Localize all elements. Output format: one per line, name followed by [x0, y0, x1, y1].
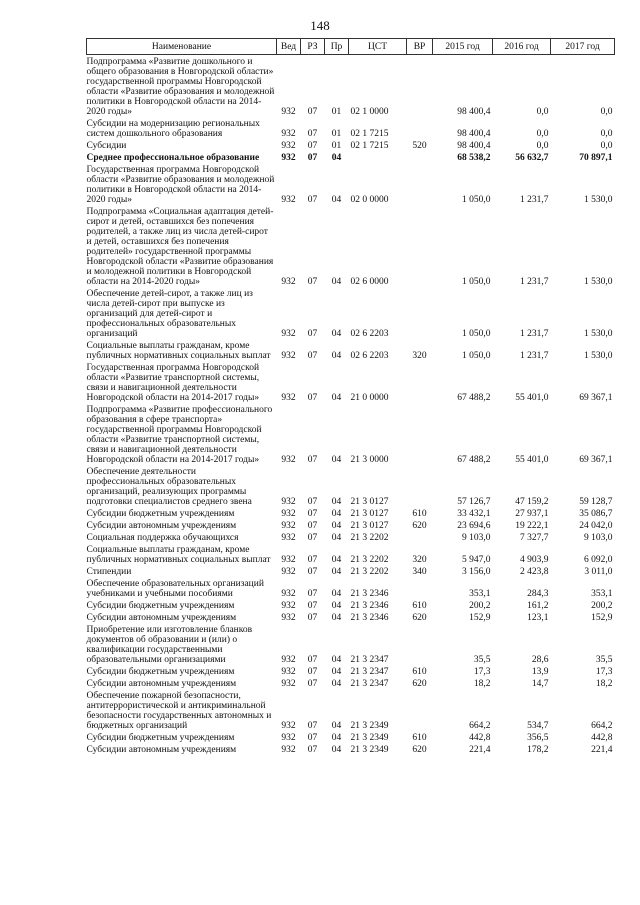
cell-rz: 07	[307, 497, 318, 507]
cell-vr	[407, 689, 433, 731]
cell-2016: 1 231,7	[520, 329, 549, 339]
table-row	[87, 339, 615, 361]
cell-2015: 152,9	[469, 613, 491, 623]
cell-rz: 07	[307, 509, 318, 519]
cell-cst: 21 0 0000	[350, 393, 389, 403]
cell-pr: 01	[331, 107, 342, 117]
cell-rz: 07	[307, 521, 318, 531]
cell-name: Субсидии автономным учреждениям	[86, 679, 237, 689]
cell-rz: 07	[307, 721, 318, 731]
cell-vr: 610	[412, 667, 427, 677]
cell-ved: 932	[281, 277, 296, 287]
cell-2016: 19 222,1	[515, 521, 549, 531]
cell-ved: 932	[281, 195, 296, 205]
cell-ved: 932	[281, 613, 296, 623]
cell-2016: 0,0	[536, 141, 549, 151]
cell-ved: 932	[281, 107, 296, 117]
cell-2016: 13,9	[531, 667, 549, 677]
cell-2017: 0,0	[600, 107, 613, 117]
cell-name: Субсидии бюджетным учреждениям	[86, 733, 235, 743]
cell-cst: 02 6 2203	[350, 351, 389, 361]
cell-pr: 04	[331, 533, 342, 543]
cell-2015: 442,8	[469, 733, 491, 743]
table-header-row	[87, 39, 615, 55]
table-row	[87, 577, 615, 599]
cell-2015: 98 400,4	[457, 141, 491, 151]
cell-vr	[407, 55, 433, 118]
cell-2015: 18,2	[473, 679, 491, 689]
cell-name: Социальные выплаты гражданам, кроме публичных нормативных социальных выплат	[86, 341, 271, 361]
cell-cst: 21 3 2202	[350, 567, 389, 577]
cell-vr	[407, 577, 433, 599]
table-row	[87, 611, 615, 623]
cell-pr: 04	[331, 655, 342, 665]
cell-pr: 04	[331, 393, 342, 403]
cell-name: Среднее профессиональное образование	[86, 153, 260, 163]
cell-2015: 353,1	[469, 589, 491, 599]
table-row	[87, 665, 615, 677]
cell-pr: 04	[331, 497, 342, 507]
cell-2016: 1 231,7	[520, 277, 549, 287]
cell-2017: 221,4	[591, 745, 613, 755]
cell-2015: 33 432,1	[457, 509, 491, 519]
table-row	[87, 287, 615, 339]
cell-name: Субсидии	[86, 141, 127, 151]
cell-ved: 932	[281, 601, 296, 611]
table-body	[87, 55, 615, 756]
cell-2017: 6 092,0	[584, 555, 613, 565]
cell-pr: 04	[331, 455, 342, 465]
cell-2015: 68 538,2	[457, 153, 491, 163]
cell-ved: 932	[281, 655, 296, 665]
cell-cst: 21 3 0127	[350, 497, 389, 507]
header-2017: 2017 год	[551, 39, 615, 55]
cell-name: Приобретение или изготовление бланков документов об образовании и (или) о квалификации государственными образовательными организациями	[86, 625, 253, 665]
cell-2017: 1 530,0	[584, 329, 613, 339]
cell-vr: 610	[412, 733, 427, 743]
table-row	[87, 543, 615, 565]
cell-ved: 932	[281, 679, 296, 689]
cell-name: Обеспечение детей-сирот, а также лиц из числа детей-сирот при выпуске из организаций для детей-сирот и профессиональных образовательных организаций	[86, 289, 253, 339]
cell-pr: 04	[331, 733, 342, 743]
cell-pr: 04	[331, 521, 342, 531]
cell-rz: 07	[307, 679, 318, 689]
table-row	[87, 55, 615, 118]
cell-vr: 620	[412, 613, 427, 623]
cell-vr: 340	[412, 567, 427, 577]
cell-ved: 932	[281, 455, 296, 465]
cell-pr: 04	[331, 509, 342, 519]
table-row	[87, 599, 615, 611]
table-row	[87, 151, 615, 163]
header-vr: ВР	[407, 39, 433, 55]
header-cst: ЦСТ	[349, 39, 407, 55]
cell-pr: 04	[331, 555, 342, 565]
cell-rz: 07	[307, 733, 318, 743]
cell-name: Обеспечение деятельности профессиональных образовательных организаций, реализующих программы подготовки специалистов среднего звена	[86, 467, 252, 507]
cell-ved: 932	[281, 533, 296, 543]
cell-2016: 2 423,8	[520, 567, 549, 577]
cell-name: Субсидии на модернизацию региональных систем дошкольного образования	[86, 119, 260, 139]
cell-ved: 932	[281, 721, 296, 731]
cell-name: Обеспечение пожарной безопасности, антитеррористической и антикриминальной безопасности государственных автономных и бюджетных организаций	[86, 691, 272, 731]
cell-ved: 932	[281, 393, 296, 403]
cell-2017: 353,1	[591, 589, 613, 599]
table-row	[87, 743, 615, 755]
cell-name: Подпрограмма «Развитие дошкольного и общего образования в Новгородской области» государственной программы Новгородской области «Развитие образования и молодежной политики в Новгородской области на 2014-2020 годы»	[86, 57, 275, 117]
header-2016: 2016 год	[493, 39, 551, 55]
cell-2017: 200,2	[591, 601, 613, 611]
cell-2016: 1 231,7	[520, 195, 549, 205]
table-row	[87, 205, 615, 287]
cell-cst: 21 3 2347	[350, 667, 389, 677]
cell-2017: 1 530,0	[584, 195, 613, 205]
cell-ved: 932	[281, 667, 296, 677]
cell-cst: 02 1 7215	[350, 141, 389, 151]
cell-2016: 55 401,0	[515, 393, 549, 403]
cell-2016: 0,0	[536, 107, 549, 117]
table-row	[87, 361, 615, 403]
cell-rz: 07	[307, 195, 318, 205]
cell-cst: 21 3 2346	[350, 589, 389, 599]
header-rz: РЗ	[301, 39, 325, 55]
cell-2017: 1 530,0	[584, 351, 613, 361]
cell-2017: 442,8	[591, 733, 613, 743]
cell-2017: 59 128,7	[579, 497, 613, 507]
table-row	[87, 531, 615, 543]
cell-cst: 21 3 0127	[350, 521, 389, 531]
cell-2015: 1 050,0	[462, 329, 491, 339]
budget-table	[86, 38, 615, 755]
cell-2016: 55 401,0	[515, 455, 549, 465]
cell-rz: 07	[307, 351, 318, 361]
cell-2015: 221,4	[469, 745, 491, 755]
cell-2015: 5 947,0	[462, 555, 491, 565]
cell-vr: 620	[412, 745, 427, 755]
cell-cst: 02 6 2203	[350, 329, 389, 339]
cell-2017: 17,3	[595, 667, 613, 677]
cell-2016: 178,2	[527, 745, 549, 755]
cell-vr	[407, 361, 433, 403]
cell-cst: 21 3 2346	[350, 601, 389, 611]
table-row	[87, 163, 615, 205]
cell-ved: 932	[281, 745, 296, 755]
header-name: Наименование	[87, 39, 277, 55]
cell-cst: 21 3 0000	[350, 455, 389, 465]
cell-2017: 35,5	[595, 655, 613, 665]
cell-2015: 98 400,4	[457, 107, 491, 117]
cell-2015: 23 694,6	[457, 521, 491, 531]
cell-name: Субсидии бюджетным учреждениям	[86, 601, 235, 611]
cell-2017: 24 042,0	[579, 521, 613, 531]
cell-name: Стипендии	[86, 567, 132, 577]
table-row	[87, 403, 615, 465]
cell-name: Субсидии автономным учреждениям	[86, 521, 237, 531]
table-row	[87, 565, 615, 577]
cell-ved: 932	[281, 351, 296, 361]
header-ved: Вед	[277, 39, 301, 55]
cell-pr: 04	[331, 667, 342, 677]
cell-2017: 69 367,1	[579, 455, 613, 465]
cell-rz: 07	[307, 745, 318, 755]
cell-cst: 21 3 2349	[350, 721, 389, 731]
cell-pr: 04	[331, 601, 342, 611]
cell-2016: 28,6	[531, 655, 549, 665]
header-2015: 2015 год	[433, 39, 493, 55]
cell-rz: 07	[307, 153, 318, 163]
cell-2016: 47 159,2	[515, 497, 549, 507]
cell-rz: 07	[307, 277, 318, 287]
cell-rz: 07	[307, 141, 318, 151]
cell-pr: 04	[331, 277, 342, 287]
cell-cst: 02 0 0000	[350, 195, 389, 205]
cell-name: Субсидии автономным учреждениям	[86, 613, 237, 623]
cell-ved: 932	[281, 555, 296, 565]
cell-pr: 04	[331, 153, 342, 163]
cell-ved: 932	[281, 329, 296, 339]
cell-cst: 21 3 2202	[350, 533, 389, 543]
cell-cst: 21 3 0127	[350, 509, 389, 519]
cell-name: Обеспечение образовательных организаций учебниками и учебными пособиями	[86, 579, 264, 599]
cell-ved: 932	[281, 141, 296, 151]
cell-2015: 17,3	[473, 667, 491, 677]
cell-cst: 21 3 2202	[350, 555, 389, 565]
table-row	[87, 623, 615, 665]
cell-vr	[407, 163, 433, 205]
table-row	[87, 689, 615, 731]
cell-rz: 07	[307, 129, 318, 139]
cell-rz: 07	[307, 567, 318, 577]
cell-2016: 123,1	[527, 613, 549, 623]
cell-vr	[407, 287, 433, 339]
cell-name: Социальные выплаты гражданам, кроме публичных нормативных социальных выплат	[86, 545, 271, 565]
cell-2017: 152,9	[591, 613, 613, 623]
cell-rz: 07	[307, 329, 318, 339]
cell-vr	[407, 205, 433, 287]
cell-2017: 70 897,1	[579, 153, 613, 163]
page-number: 148	[310, 18, 330, 33]
table-row	[87, 117, 615, 139]
cell-vr	[407, 531, 433, 543]
cell-name: Субсидии автономным учреждениям	[86, 745, 237, 755]
cell-2017: 0,0	[600, 129, 613, 139]
cell-rz: 07	[307, 455, 318, 465]
cell-cst: 21 3 2347	[350, 655, 389, 665]
cell-cst: 02 1 0000	[350, 107, 389, 117]
cell-cst: 21 3 2349	[350, 745, 389, 755]
cell-pr: 04	[331, 679, 342, 689]
cell-cst	[349, 151, 407, 163]
cell-ved: 932	[281, 497, 296, 507]
cell-2015: 98 400,4	[457, 129, 491, 139]
header-pr: Пр	[325, 39, 349, 55]
cell-name: Государственная программа Новгородской области «Развитие образования и молодежной политики в Новгородской области на 2014-2020 годы»	[86, 165, 275, 205]
cell-2017: 35 086,7	[579, 509, 613, 519]
cell-vr	[407, 151, 433, 163]
cell-2015: 9 103,0	[462, 533, 491, 543]
cell-cst: 21 3 2346	[350, 613, 389, 623]
cell-2016: 4 903,9	[520, 555, 549, 565]
cell-ved: 932	[281, 509, 296, 519]
cell-2015: 1 050,0	[462, 195, 491, 205]
cell-2015: 57 126,7	[457, 497, 491, 507]
cell-name: Государственная программа Новгородской области «Развитие транспортной системы, связи и навигационной деятельности Новгородской области на 2014-2017 годы»	[86, 363, 260, 403]
cell-vr: 620	[412, 679, 427, 689]
table-row	[87, 465, 615, 507]
table-row	[87, 519, 615, 531]
cell-pr: 04	[331, 329, 342, 339]
cell-vr: 620	[412, 521, 427, 531]
cell-name: Социальная поддержка обучающихся	[86, 533, 239, 543]
cell-rz: 07	[307, 107, 318, 117]
cell-pr: 04	[331, 589, 342, 599]
cell-vr	[407, 623, 433, 665]
cell-name: Субсидии бюджетным учреждениям	[86, 667, 235, 677]
cell-rz: 07	[307, 667, 318, 677]
cell-ved: 932	[281, 589, 296, 599]
cell-vr	[407, 465, 433, 507]
cell-name: Субсидии бюджетным учреждениям	[86, 509, 235, 519]
cell-2015: 67 488,2	[457, 455, 491, 465]
cell-2016: 356,5	[527, 733, 549, 743]
cell-rz: 07	[307, 655, 318, 665]
cell-2015: 67 488,2	[457, 393, 491, 403]
cell-pr: 01	[331, 141, 342, 151]
cell-rz: 07	[307, 393, 318, 403]
cell-ved: 932	[281, 153, 296, 163]
cell-pr: 04	[331, 721, 342, 731]
cell-pr: 04	[331, 613, 342, 623]
cell-rz: 07	[307, 589, 318, 599]
cell-2016: 284,3	[527, 589, 549, 599]
cell-ved: 932	[281, 567, 296, 577]
cell-ved: 932	[281, 733, 296, 743]
cell-2017: 1 530,0	[584, 277, 613, 287]
cell-2016: 56 632,7	[515, 153, 549, 163]
cell-2017: 9 103,0	[584, 533, 613, 543]
cell-rz: 07	[307, 533, 318, 543]
cell-ved: 932	[281, 521, 296, 531]
cell-vr: 320	[412, 351, 427, 361]
cell-2016: 0,0	[536, 129, 549, 139]
cell-vr: 320	[412, 555, 427, 565]
cell-2016: 27 937,1	[515, 509, 549, 519]
cell-cst: 21 3 2349	[350, 733, 389, 743]
table-row	[87, 139, 615, 151]
table-row	[87, 677, 615, 689]
cell-cst: 02 1 7215	[350, 129, 389, 139]
cell-pr: 04	[331, 567, 342, 577]
cell-vr: 610	[412, 509, 427, 519]
cell-vr	[407, 403, 433, 465]
cell-pr: 04	[331, 745, 342, 755]
cell-vr: 610	[412, 601, 427, 611]
cell-2016: 7 327,7	[520, 533, 549, 543]
cell-2015: 200,2	[469, 601, 491, 611]
cell-2017: 0,0	[600, 141, 613, 151]
cell-2015: 1 050,0	[462, 277, 491, 287]
cell-name: Подпрограмма «Социальная адаптация детей-сирот и детей, оставшихся без попечения родителей, а также лиц из числа детей-сирот и детей, оставшихся без попечения родителей» государственной программы Новгородской области «Развитие образования и молодежной политики в Новгородской области на 2014-2020 годы»	[86, 207, 274, 287]
table-row	[87, 731, 615, 743]
cell-cst: 21 3 2347	[350, 679, 389, 689]
cell-pr: 01	[331, 129, 342, 139]
cell-2017: 664,2	[591, 721, 613, 731]
cell-rz: 07	[307, 601, 318, 611]
cell-pr: 04	[331, 351, 342, 361]
cell-ved: 932	[281, 129, 296, 139]
cell-2016: 14,7	[531, 679, 549, 689]
table-row	[87, 507, 615, 519]
cell-2016: 534,7	[527, 721, 549, 731]
cell-rz: 07	[307, 555, 318, 565]
cell-2015: 3 156,0	[462, 567, 491, 577]
cell-2015: 1 050,0	[462, 351, 491, 361]
cell-2015: 664,2	[469, 721, 491, 731]
cell-2016: 1 231,7	[520, 351, 549, 361]
cell-2017: 3 011,0	[584, 567, 613, 577]
cell-2015: 35,5	[473, 655, 491, 665]
cell-pr: 04	[331, 195, 342, 205]
cell-vr	[407, 117, 433, 139]
cell-2016: 161,2	[527, 601, 549, 611]
cell-rz: 07	[307, 613, 318, 623]
cell-2017: 18,2	[595, 679, 613, 689]
cell-vr: 520	[412, 141, 427, 151]
cell-cst: 02 6 0000	[350, 277, 389, 287]
cell-2017: 69 367,1	[579, 393, 613, 403]
cell-name: Подпрограмма «Развитие профессионального образования в сфере транспорта» государственной программы Новгородской области «Развитие транспортной системы, связи и навигационной деятельности Новгородской области на 2014-2017 годы»	[86, 405, 273, 465]
